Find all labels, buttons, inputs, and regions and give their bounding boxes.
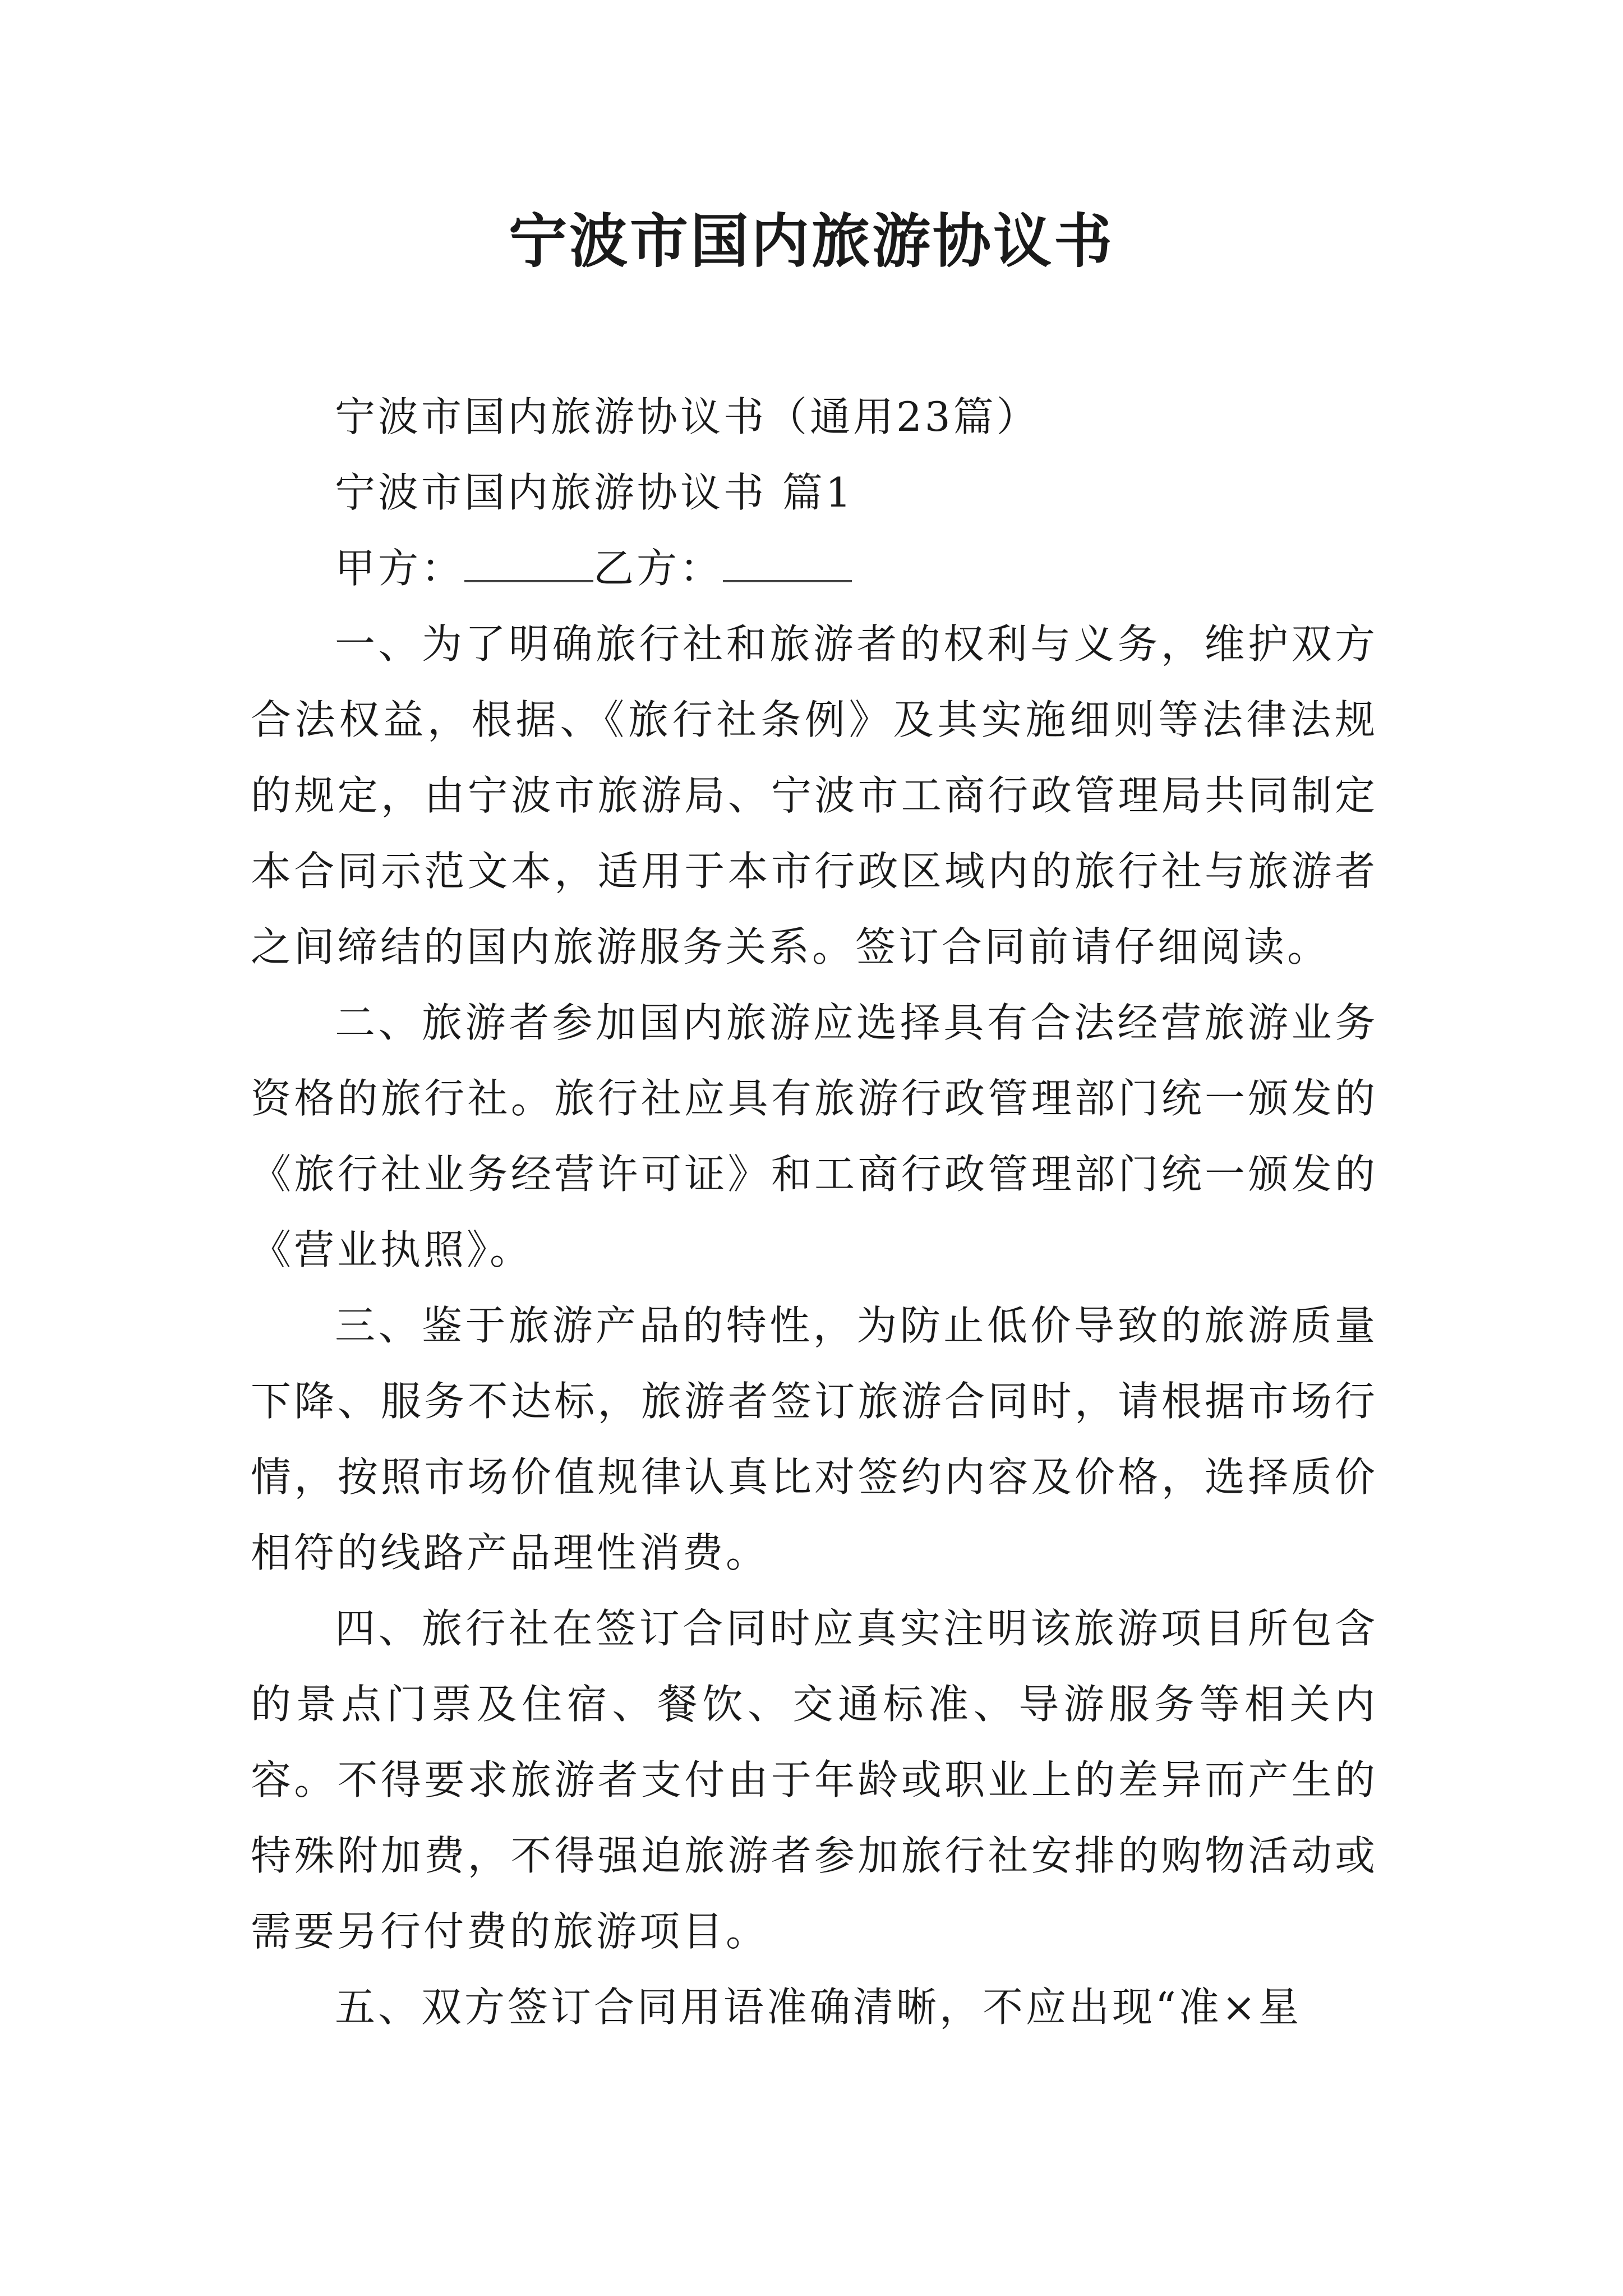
party-b-label: 乙方： bbox=[593, 545, 723, 592]
section-heading: 宁波市国内旅游协议书 篇1 bbox=[335, 469, 854, 516]
clause-paragraph-3: 三、鉴于旅游产品的特性，为防止低价导致的旅游质量下降、服务不达标，旅游者签订旅游合同时，请根据市场行情，按照市场价值规律认真比对签约内容及价格，选择质价相符的线路产品理性消费。 bbox=[251, 1302, 1378, 1576]
document-subtitle: 宁波市国内旅游协议书（通用23篇） bbox=[335, 393, 1040, 440]
clause-paragraph-5: 五、双方签订合同用语准确清晰，不应出现“准×星 bbox=[335, 1984, 1302, 2031]
party-a-label: 甲方： bbox=[335, 545, 465, 592]
parties-line bbox=[251, 531, 1378, 606]
clause-paragraph-1: 一、为了明确旅行社和旅游者的权利与义务，维护双方合法权益，根据、《旅行社条例》及其实施细则等法律法规的规定，由宁波市旅游局、宁波市工商行政管理局共同制定本合同示范文本，适用于本市行政区域内的旅行社与旅游者之间缔结的国内旅游服务关系。签订合同前请仔细阅读。 bbox=[251, 620, 1378, 970]
party-a-blank bbox=[464, 545, 593, 582]
document-body bbox=[251, 379, 1378, 2045]
clause-paragraph-2: 二、旅游者参加国内旅游应选择具有合法经营旅游业务资格的旅行社。旅行社应具有旅游行政管理部门统一颁发的《旅行社业务经营许可证》和工商行政管理部门统一颁发的《营业执照》。 bbox=[251, 999, 1378, 1273]
party-b-blank bbox=[723, 545, 852, 582]
document-title: 宁波市国内旅游协议书 bbox=[508, 206, 1114, 275]
clause-paragraph-4: 四、旅行社在签订合同时应真实注明该旅游项目所包含的景点门票及住宿、餐饮、交通标准、导游服务等相关内容。不得要求旅游者支付由于年龄或职业上的差异而产生的特殊附加费，不得强迫旅游者参加旅行社安排的购物活动或需要另行付费的旅游项目。 bbox=[251, 1605, 1378, 1955]
